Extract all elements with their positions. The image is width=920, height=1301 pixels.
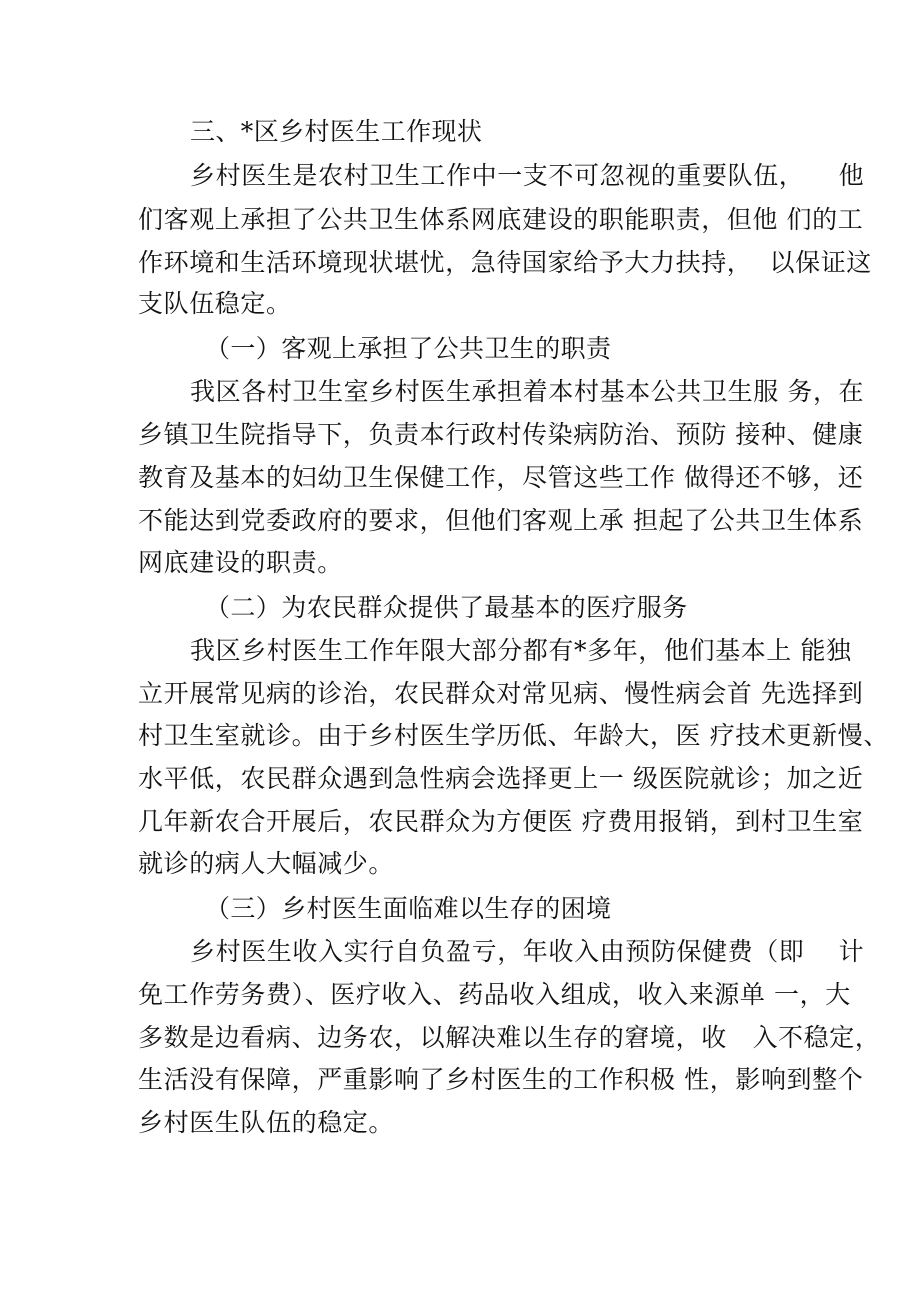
section-title: 三、*区乡村医生工作现状 bbox=[190, 117, 483, 146]
intro-line: 作环境和生活环境现状堪忧，急待国家给予大力扶持， 以保证这 bbox=[138, 248, 872, 277]
paragraph-line: 乡镇卫生院指导下，负责本行政村传染病防治、预防 接种、健康 bbox=[138, 420, 864, 449]
paragraph-line: 生活没有保障，严重影响了乡村医生的工作积极 性，影响到整个 bbox=[138, 1065, 864, 1094]
paragraph-line: 乡村医生队伍的稳定。 bbox=[138, 1108, 395, 1137]
paragraph-line: 教育及基本的妇幼卫生保健工作，尽管这些工作 做得还不够，还 bbox=[138, 463, 864, 492]
paragraph-line: 网底建设的职责。 bbox=[138, 548, 343, 577]
intro-line: 支队伍稳定。 bbox=[138, 289, 292, 318]
paragraph-line: 立开展常见病的诊治，农民群众对常见病、慢性病会首 先选择到 bbox=[138, 679, 864, 708]
intro-line: 们客观上承担了公共卫生体系网底建设的职能职责，但他 们的工 bbox=[138, 205, 864, 234]
subsection-title-3: （三）乡村医生面临难以生存的困境 bbox=[205, 894, 612, 923]
intro-line: 乡村医生是农村卫生工作中一支不可忽视的重要队伍， 他 bbox=[190, 161, 865, 190]
paragraph-line: 多数是边看病、边务农，以解决难以生存的窘境，收 入不稳定， bbox=[138, 1023, 881, 1052]
paragraph-line: 我区乡村医生工作年限大部分都有*多年，他们基本上 能独 bbox=[190, 636, 852, 665]
paragraph-line: 水平低，农民群众遇到急性病会选择更上一 级医院就诊；加之近 bbox=[138, 764, 864, 793]
paragraph-line: 乡村医生收入实行自负盈亏，年收入由预防保健费（即 计 bbox=[190, 937, 865, 966]
subsection-title-1: （一）客观上承担了公共卫生的职责 bbox=[205, 334, 612, 363]
paragraph-line: 就诊的病人大幅减少。 bbox=[138, 849, 395, 878]
paragraph-line: 不能达到党委政府的要求，但他们客观上承 担起了公共卫生体系 bbox=[138, 506, 864, 535]
paragraph-line: 免工作劳务费）、医疗收入、药品收入组成，收入来源单 一，大 bbox=[138, 980, 851, 1009]
paragraph-line: 村卫生室就诊。由于乡村医生学历低、年龄大，医 疗技术更新慢、 bbox=[138, 721, 889, 750]
paragraph-line: 几年新农合开展后，农民群众为方便医 疗费用报销，到村卫生室 bbox=[138, 807, 864, 836]
subsection-title-2: （二）为农民群众提供了最基本的医疗服务 bbox=[205, 593, 688, 622]
paragraph-line: 我区各村卫生室乡村医生承担着本村基本公共卫生服 务，在 bbox=[190, 377, 865, 406]
